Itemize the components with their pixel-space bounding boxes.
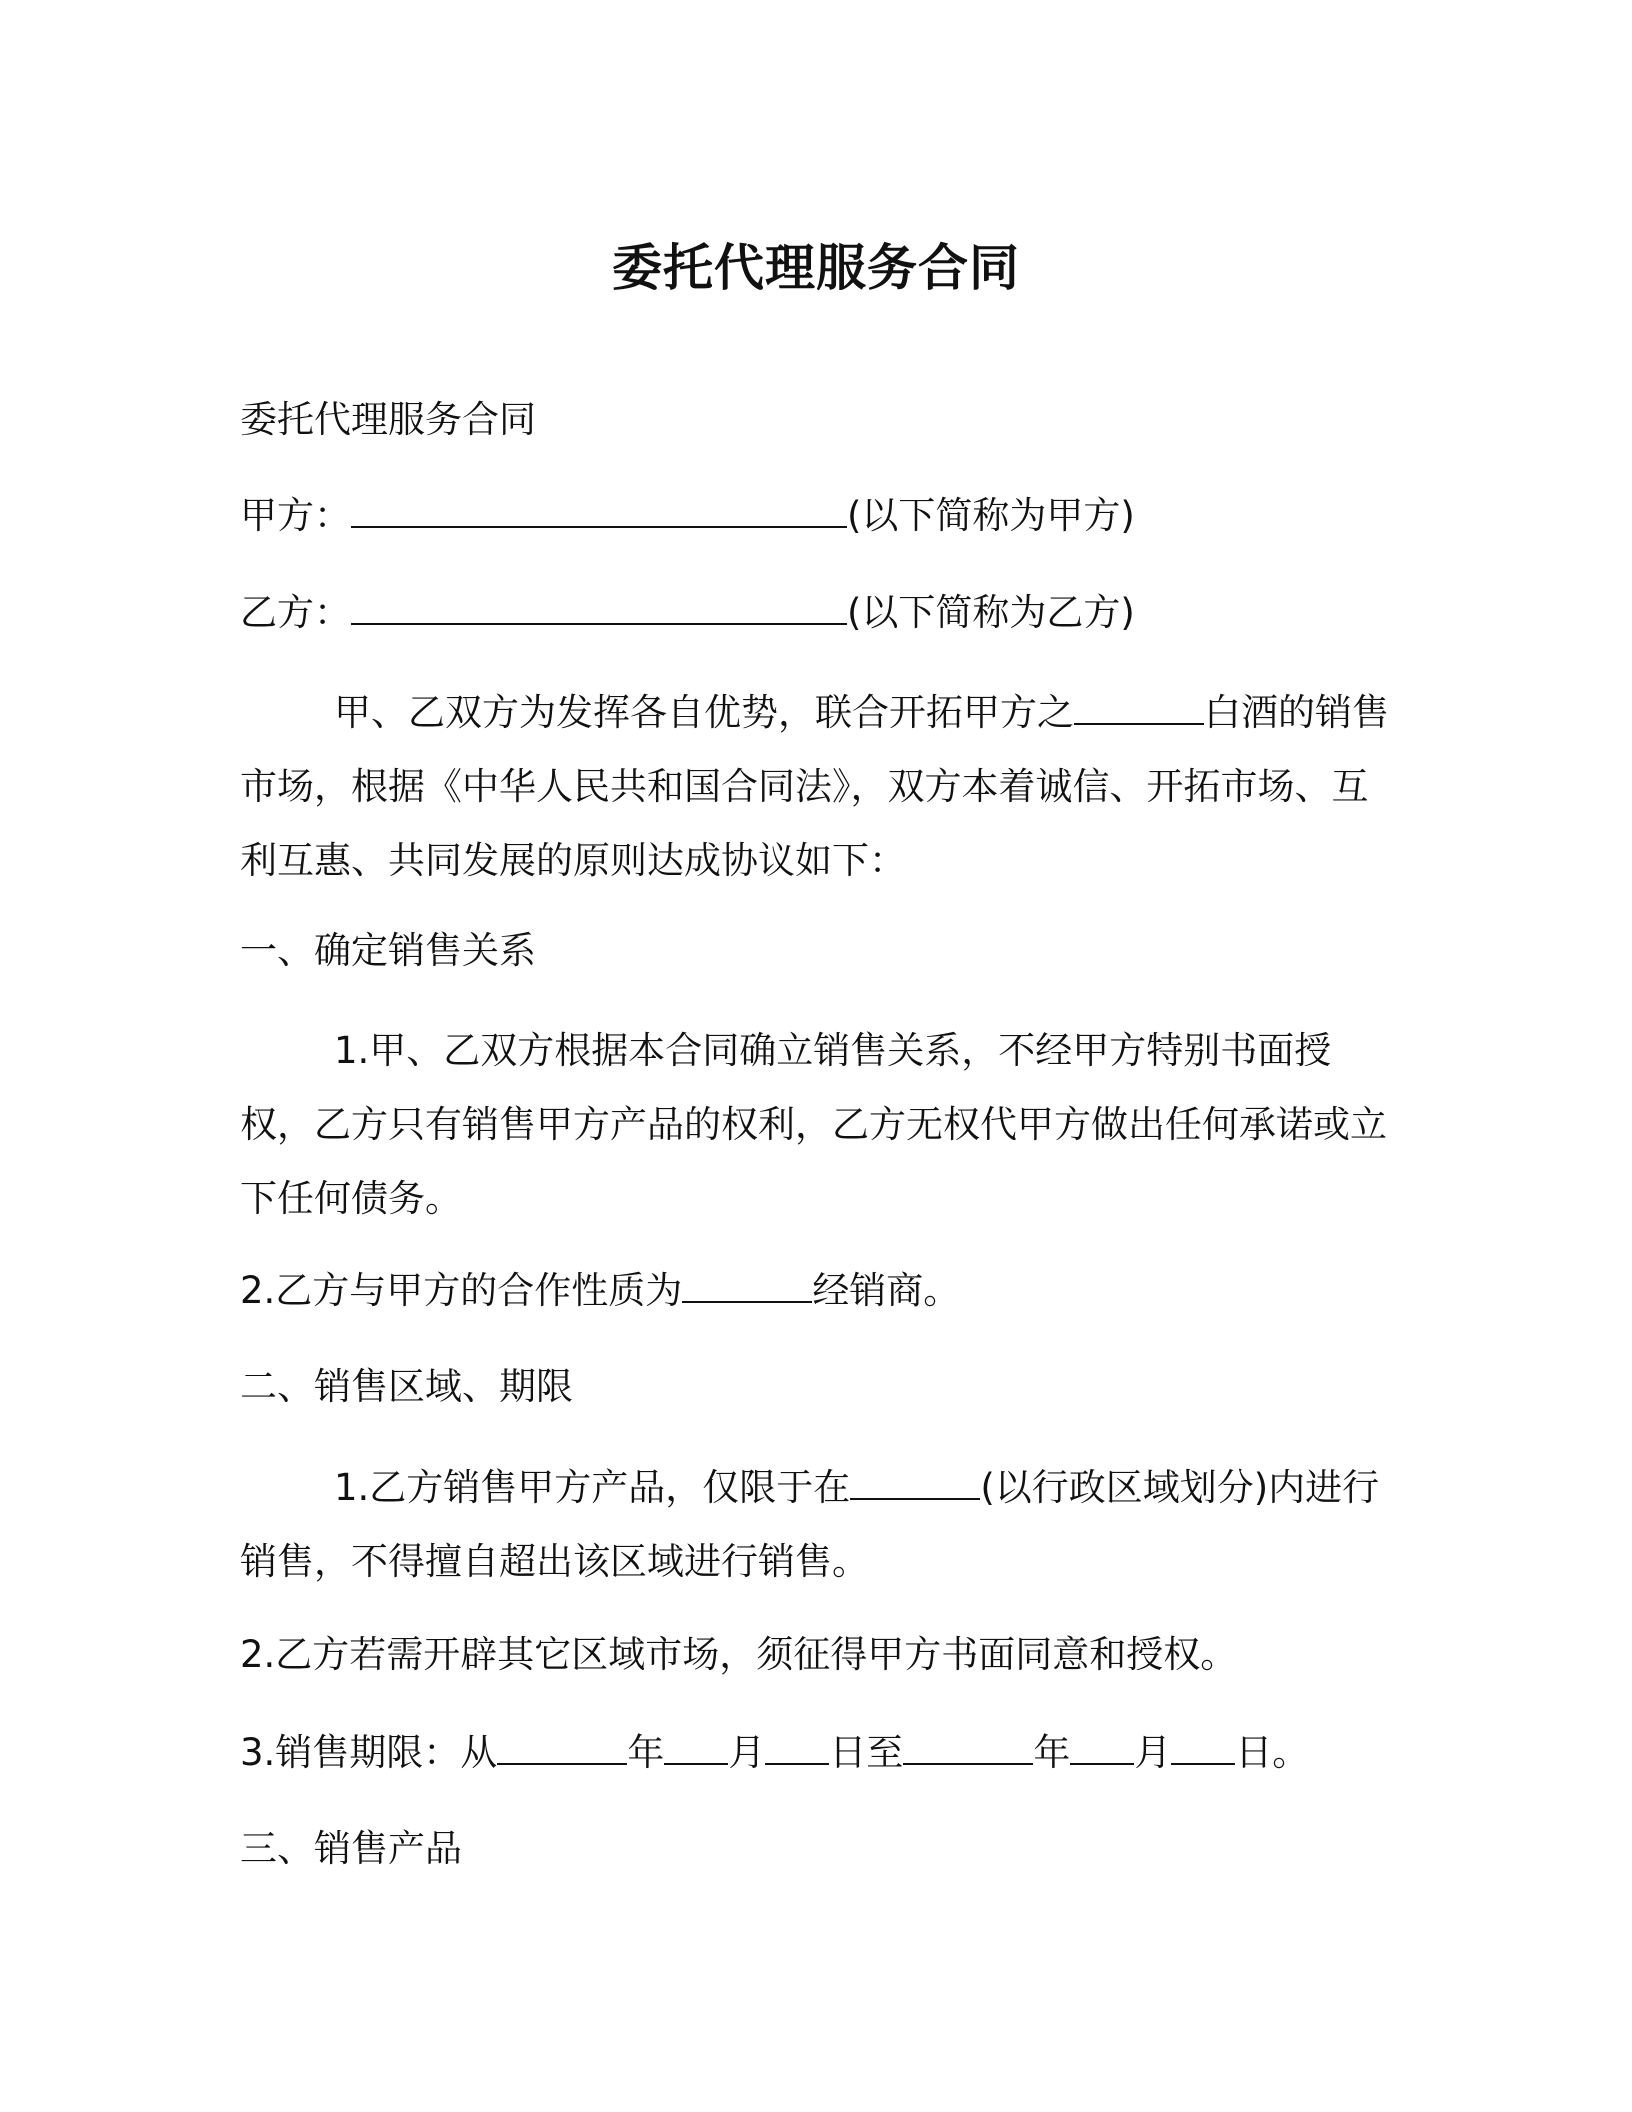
section2-item3 (240, 1727, 1309, 1778)
party-a-line (240, 490, 1135, 541)
section3-heading: 三、销售产品 (240, 1827, 462, 1870)
party-a-label: 甲方： (240, 494, 351, 537)
section2-item2: 2.乙方若需开辟其它区域市场，须征得甲方书面同意和授权。 (240, 1633, 1238, 1676)
section1-item2-before: 2.乙方与甲方的合作性质为 (240, 1269, 683, 1312)
party-b-suffix: (以下简称为乙方) (847, 591, 1135, 634)
end-month-blank (1070, 1727, 1134, 1765)
start-day-blank (765, 1727, 829, 1765)
section2-item1 (240, 1451, 1390, 1599)
start-day-unit: 日至 (829, 1731, 904, 1774)
preamble-part2: 白酒的销售市场，根据《中华人民共和国合同法》，双方本着诚信、开拓市场、互利互惠、共同发展的原则达成协议如下： (240, 691, 1389, 882)
section1-item2-after: 经销商。 (812, 1269, 961, 1312)
sales-region-blank (850, 1462, 980, 1500)
end-month-unit: 月 (1134, 1731, 1172, 1774)
contract-name-line: 委托代理服务合同 (240, 398, 536, 441)
section2-heading: 二、销售区域、期限 (240, 1365, 573, 1408)
end-day-unit: 日。 (1235, 1731, 1310, 1774)
preamble-part1: 甲、乙双方为发挥各自优势，联合开拓甲方之 (334, 691, 1074, 734)
liquor-brand-blank (1074, 687, 1204, 725)
document-title: 委托代理服务合同 (612, 239, 1020, 297)
start-year-unit: 年 (627, 1731, 665, 1774)
preamble-paragraph (240, 676, 1390, 898)
cooperation-type-blank (682, 1265, 812, 1303)
end-year-blank (903, 1727, 1033, 1765)
party-b-line (240, 587, 1135, 638)
end-day-blank (1171, 1727, 1235, 1765)
start-year-blank (497, 1727, 627, 1765)
start-month-blank (664, 1727, 728, 1765)
party-b-label: 乙方： (240, 591, 351, 634)
section1-item2 (240, 1265, 960, 1316)
section2-item1-before: 1.乙方销售甲方产品，仅限于在 (334, 1466, 851, 1509)
section1-heading: 一、确定销售关系 (240, 929, 536, 972)
end-year-unit: 年 (1033, 1731, 1071, 1774)
party-a-suffix: (以下简称为甲方) (847, 494, 1135, 537)
period-prefix: 3.销售期限：从 (240, 1731, 498, 1774)
section1-item1: 1.甲、乙双方根据本合同确立销售关系，不经甲方特别书面授权，乙方只有销售甲方产品的权利，乙方无权代甲方做出任何承诺或立下任何债务。 (240, 1029, 1387, 1220)
section2-item1-after: (以行政区域划分)内进行销售，不得擅自超出该区域进行销售。 (240, 1466, 1380, 1583)
start-month-unit: 月 (728, 1731, 766, 1774)
party-a-blank (351, 490, 847, 528)
party-b-blank (351, 587, 847, 625)
